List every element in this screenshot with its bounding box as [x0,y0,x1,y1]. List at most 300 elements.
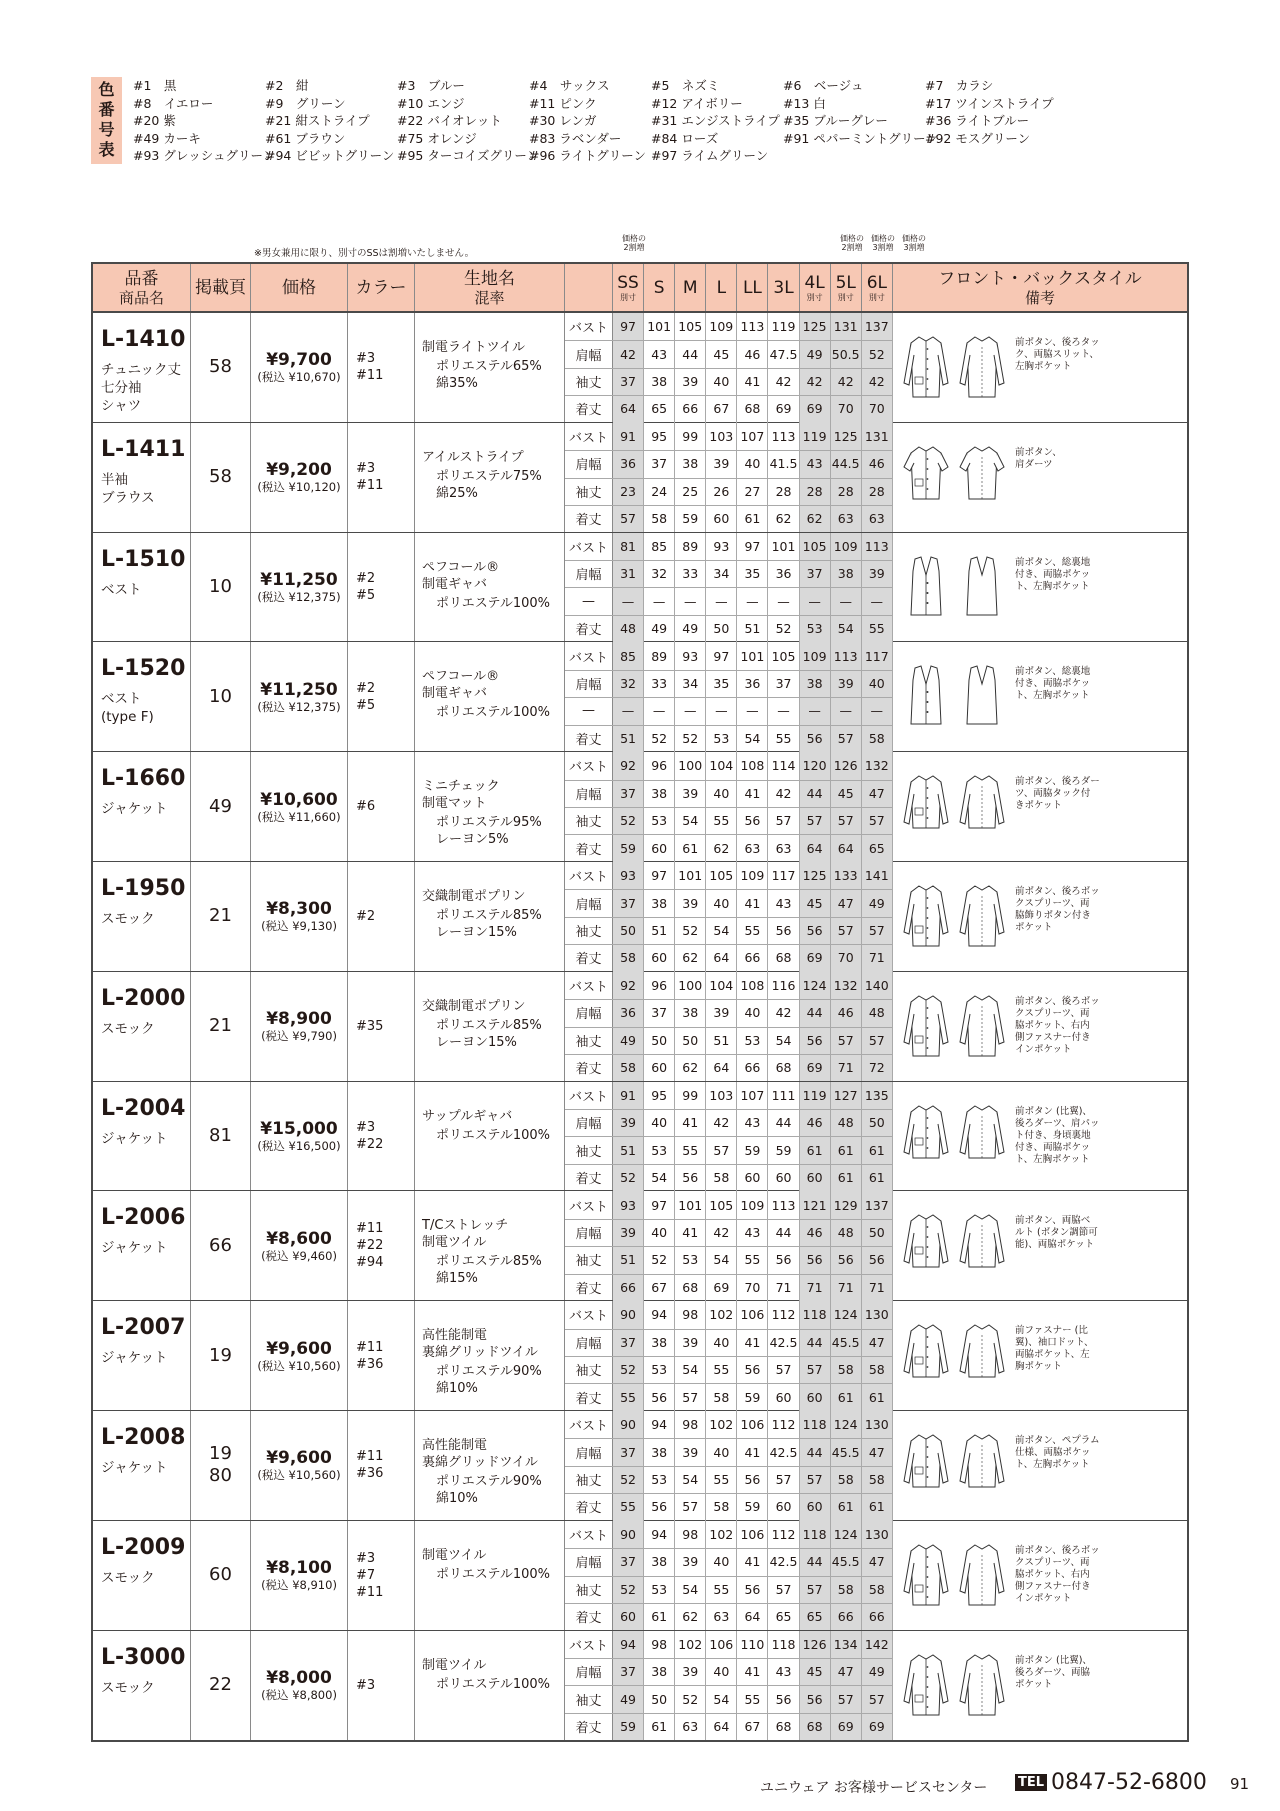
price-tax-included: (税込 ¥12,375) [257,589,341,604]
smock-back-icon [959,1651,1005,1717]
legend-entry: #8 イエロー [133,95,214,111]
size-value: 23 [613,478,644,505]
product-code: L-1411 [101,436,186,462]
style-remarks: 前ボタン、後ろボッ クスプリーツ、両 脇飾りボタン付き ポケット [1015,885,1100,933]
size-value: 105 [768,642,799,669]
size-value: 58 [831,1356,862,1383]
vest-back-icon [959,662,1005,728]
size-value: 37 [613,780,644,807]
size-value: 95 [644,423,675,450]
measure-label: 肩幅 [575,1336,602,1352]
size-row [613,944,893,971]
size-value: 48 [613,615,644,642]
price-tax-included: (税込 ¥16,500) [257,1138,341,1153]
size-value: 126 [831,752,862,779]
size-value: 62 [675,1603,706,1630]
measure-label: 袖丈 [575,1364,602,1380]
size-value: 46 [800,1219,831,1246]
size-value: 55 [768,725,799,752]
product-name: ベスト [101,581,142,598]
product-code-cell [93,642,191,751]
product-code: L-2008 [101,1424,186,1450]
measure-label: 肩幅 [575,1117,602,1133]
size-value: 43 [644,340,675,367]
measure-label: 着丈 [575,1281,602,1297]
legend-entry: #10 エンジ [397,95,465,111]
size-row [613,560,893,587]
color-codes: #11 #36 [348,1301,415,1410]
fabric-cell [415,1301,565,1410]
size-value: 69 [862,1713,893,1740]
fabric-cell [415,533,565,642]
price: ¥10,600 [260,789,338,810]
size-value: — [644,587,675,614]
price: ¥11,250 [260,569,338,590]
size-value: 64 [706,944,737,971]
size-value: 54 [737,725,768,752]
size-value: 61 [737,505,768,532]
size-value: 42 [706,1109,737,1136]
product-row [93,752,1187,862]
measure-label: — [582,593,595,609]
size-value: 52 [613,807,644,834]
style-remarks: 前ボタン、両脇ベ ルト (ボタン調節可 能)、両脇ポケット [1015,1215,1098,1251]
size-value: 46 [862,450,893,477]
4l-surcharge-note: 価格の 2割増 [840,234,864,252]
size-value: 70 [831,395,862,422]
size-value: 125 [831,423,862,450]
product-code: L-2006 [101,1205,186,1231]
size-row [613,313,893,340]
size-row [613,1521,893,1548]
product-name: ジャケット [101,1240,168,1257]
size-value: 131 [862,423,893,450]
size-value: 58 [862,1576,893,1603]
catalog-page: 19 [191,1301,251,1410]
size-value: 44 [768,1109,799,1136]
size-value: 103 [706,423,737,450]
measure-label: 肩幅 [575,1666,602,1682]
size-value: 68 [737,395,768,422]
product-name: スモック [101,910,155,927]
size-value: 68 [675,1274,706,1301]
size-value: 41 [737,1548,768,1575]
size-value: 54 [706,1685,737,1712]
product-table [91,262,1189,1742]
size-value: 53 [644,807,675,834]
product-code: L-2009 [101,1534,186,1560]
size-row [613,1685,893,1712]
size-value: 40 [737,999,768,1026]
size-value: 57 [862,1685,893,1712]
size-value: 59 [737,1136,768,1163]
fabric-mix: ポリエステル85% 綿15% [436,1254,542,1287]
product-row [93,1082,1187,1192]
header-size-3l [769,264,800,311]
size-value: 101 [644,313,675,340]
measure-label: バスト [568,760,608,776]
size-value: 68 [800,1713,831,1740]
size-value: 47 [862,1548,893,1575]
size-row [613,1576,893,1603]
header-size-s [644,264,675,311]
size-value: 56 [800,725,831,752]
price-cell [251,1521,348,1630]
size-value: 50 [644,1685,675,1712]
size-value: 39 [675,780,706,807]
legend-entry: #22 バイオレット [397,113,502,128]
product-name: ジャケット [101,1130,168,1147]
size-row [613,450,893,477]
size-value: 44 [800,780,831,807]
row-divider [565,917,893,918]
size-value: 66 [737,1054,768,1081]
header-style-label: フロント・バックスタイル [938,268,1142,289]
table-body [93,313,1187,1740]
product-code: L-1410 [101,327,186,352]
size-value: 55 [675,1136,706,1163]
size-value: 45.5 [831,1548,862,1575]
row-divider [565,1548,893,1549]
size-value: 101 [737,642,768,669]
size-value: 107 [737,423,768,450]
size-value: 89 [644,642,675,669]
legend-entry: #95 ターコイズグリーン [397,148,540,163]
color-codes: #3 [348,1631,415,1741]
product-code-cell [93,1521,191,1630]
color-codes: #35 [348,972,415,1081]
measure-label: 着丈 [575,1062,602,1078]
phone [1015,1770,1207,1795]
size-value: 45.5 [831,1438,862,1465]
catalog-page: 10 [191,642,251,751]
size-value: 53 [644,1466,675,1493]
size-value: 44 [800,999,831,1026]
size-value: 70 [862,395,893,422]
jacket-back-icon [959,1431,1005,1497]
size-value: 35 [706,670,737,697]
row-divider [565,450,893,451]
size-value: 109 [737,862,768,889]
header-color [348,264,415,311]
size-value: 58 [706,1383,737,1410]
measure-label: 着丈 [575,1501,602,1517]
size-value: 99 [675,423,706,450]
size-value: 41 [737,889,768,916]
size-value: 70 [831,944,862,971]
product-code: L-2000 [101,985,186,1011]
size-value: 42 [768,999,799,1026]
product-row [93,1411,1187,1521]
row-divider [565,1136,893,1137]
size-value: 52 [613,1466,644,1493]
size-value: 91 [613,423,644,450]
size-row [613,862,893,889]
size-value: 113 [768,1191,799,1218]
row-divider [565,697,893,698]
size-value: 38 [644,780,675,807]
style-remarks: 前ボタン、後ろタッ ク、両脇スリット、 左胸ポケット [1015,337,1100,372]
size-row [613,1466,893,1493]
size-value: 46 [831,999,862,1026]
header-remarks-label: 備考 [1024,288,1055,307]
size-value: 69 [800,1054,831,1081]
size-value: 109 [737,1191,768,1218]
size-value: 41 [737,1329,768,1356]
legend-entry: #36 ライトブルー [925,113,1030,128]
size-value: 57 [706,1136,737,1163]
size-value: 113 [831,642,862,669]
size-value: 38 [644,368,675,395]
size-row [613,972,893,999]
size-value: 69 [831,1713,862,1740]
size-value: 34 [706,560,737,587]
size-value: 41 [675,1109,706,1136]
size-row [613,1027,893,1054]
size-row [613,697,893,724]
size-value: 56 [831,1246,862,1273]
style-cell [893,313,1187,422]
size-value: 101 [768,533,799,560]
size-value: 113 [737,313,768,340]
size-label: SS [617,273,639,293]
phone-number[interactable]: 0847-52-6800 [1051,1770,1207,1795]
size-value: 106 [737,1301,768,1328]
measure-label: 肩幅 [575,458,602,474]
price: ¥9,600 [266,1448,332,1469]
measure-label: バスト [568,321,608,337]
size-row [613,834,893,861]
size-value: 50 [644,1027,675,1054]
size-value: 64 [706,1713,737,1740]
size-row [613,1713,893,1740]
catalog-page: 10 [191,533,251,642]
style-remarks: 前ボタン、総裏地 付き、両脇ポケッ ト、左胸ポケット [1015,556,1091,592]
size-value: 116 [768,972,799,999]
price: ¥8,600 [266,1228,332,1249]
product-name: ジャケット [101,1350,168,1367]
size-row [613,395,893,422]
size-value: 40 [706,1438,737,1465]
size-value: 54 [706,917,737,944]
size-value: 119 [800,423,831,450]
size-value: 105 [706,862,737,889]
size-value: 57 [862,807,893,834]
size-value: 52 [613,1164,644,1191]
price: ¥11,250 [260,679,338,700]
row-divider [565,670,893,671]
size-value: 43 [800,450,831,477]
size-value: 66 [675,395,706,422]
price-cell [251,423,348,532]
style-cell [893,1411,1187,1520]
size-value: 94 [613,1631,644,1658]
size-value: 40 [706,889,737,916]
size-value: 43 [768,1658,799,1685]
header-size-6l [862,264,893,311]
size-value: 51 [613,1246,644,1273]
size-value: 42 [862,368,893,395]
row-divider [565,1356,893,1357]
jacket-back-icon [959,1102,1005,1168]
color-codes: #3 #22 [348,1082,415,1191]
size-value: 96 [644,972,675,999]
size-value: 40 [644,1109,675,1136]
size-value: 61 [644,1603,675,1630]
size-label: M [682,277,698,298]
legend-column [651,77,780,165]
legend-entry: #2 紺 [265,78,309,93]
price-cell [251,642,348,751]
size-value: 57 [613,505,644,532]
smock-back-icon [959,1541,1005,1607]
legend-entry: #13 白 [783,95,826,111]
size-label: L [716,277,727,298]
measure-label: バスト [568,1419,608,1435]
size-value: 50 [862,1109,893,1136]
product-row [93,1631,1187,1741]
measure-label: 着丈 [575,622,602,638]
size-value: 113 [768,423,799,450]
size-value: 46 [800,1109,831,1136]
size-row [613,725,893,752]
jacket-front-icon [903,1102,949,1168]
size-value: 94 [644,1301,675,1328]
size-value: 41 [737,780,768,807]
size-value: 52 [862,340,893,367]
price: ¥9,600 [266,1338,332,1359]
measure-label: 肩幅 [575,1226,602,1242]
size-value: 54 [768,1027,799,1054]
size-value: 44 [800,1438,831,1465]
size-value: 121 [800,1191,831,1218]
smock-back-icon [959,992,1005,1058]
color-codes: #2 [348,862,415,971]
size-value: 37 [613,1438,644,1465]
size-value: 71 [831,1274,862,1301]
size-value: 39 [675,1329,706,1356]
size-value: 37 [613,889,644,916]
size-value: 41.5 [768,450,799,477]
style-remarks: 前ボタン、後ろボッ クスプリーツ、両 脇ポケット、右内 側ファスナー付き インポケット [1015,995,1100,1055]
size-value: 45 [831,780,862,807]
price-cell [251,313,348,422]
legend-entry: #17 ツインストライプ [925,95,1054,111]
row-divider [565,1713,893,1714]
size-value: 57 [768,807,799,834]
jacket-back-icon [959,1211,1005,1277]
row-divider [565,478,893,479]
size-value: 124 [800,972,831,999]
size-row [613,1191,893,1218]
size-row [613,423,893,450]
size-value: 42 [613,340,644,367]
legend-entry: #84 ローズ [651,130,719,146]
size-value: 41 [737,1658,768,1685]
fabric-name: 高性能制電 裏綿グリッドツイル [422,1437,538,1470]
size-value: 56 [737,807,768,834]
size-value: 37 [613,1548,644,1575]
size-value: 44 [675,340,706,367]
size-row [613,1246,893,1273]
size-value: 69 [768,395,799,422]
product-name: スモック [101,1020,155,1037]
size-value: 37 [613,1329,644,1356]
size-value: 40 [706,368,737,395]
product-row [93,423,1187,533]
size-value: 39 [613,1219,644,1246]
legend-entry: #61 ブラウン [265,130,346,146]
header-size-ss [613,264,644,311]
price-cell [251,752,348,861]
product-code: L-1510 [101,546,186,572]
size-value: 53 [706,725,737,752]
size-value: 40 [706,1548,737,1575]
size-value: 37 [768,670,799,697]
size-label: 3L [773,277,794,298]
size-value: 55 [737,1685,768,1712]
style-cell [893,423,1187,532]
size-value: 65 [768,1603,799,1630]
legend-entry: #9 グリーン [265,95,346,111]
size-special-label: 別寸 [620,293,637,302]
size-value: 61 [675,834,706,861]
size-value: 101 [675,1191,706,1218]
size-value: 71 [831,1054,862,1081]
row-divider [565,1685,893,1686]
size-value: 119 [768,313,799,340]
fabric-name: 制電ツイル [422,1547,487,1563]
header-code-label: 品番 [124,268,159,289]
size-value: 56 [800,917,831,944]
size-value: 104 [706,972,737,999]
size-value: — [768,587,799,614]
measure-label: 袖丈 [575,375,602,391]
size-value: 99 [675,1082,706,1109]
size-value: 93 [613,862,644,889]
jacket-back-icon [959,772,1005,838]
size-value: 57 [800,1466,831,1493]
size-value: 142 [862,1631,893,1658]
size-value: 52 [613,1356,644,1383]
size-value: 32 [644,560,675,587]
size-value: 58 [831,1466,862,1493]
size-value: — [862,697,893,724]
size-row [613,999,893,1026]
size-value: 106 [737,1521,768,1548]
fabric-cell [415,752,565,861]
size-value: 40 [862,670,893,697]
size-value: 39 [675,1438,706,1465]
size-value: 58 [862,1356,893,1383]
fabric-mix: ポリエステル65% 綿35% [436,359,542,391]
size-value: 72 [862,1054,893,1081]
fabric-name: ペフコール® 制電ギャバ [422,669,500,702]
size-value: 98 [675,1301,706,1328]
row-divider [565,1219,893,1220]
size-value: 133 [831,862,862,889]
size-value: 57 [800,1576,831,1603]
header-page [191,264,251,311]
size-value: 40 [706,780,737,807]
size-value: 24 [644,478,675,505]
header-code [93,264,191,311]
fabric-cell [415,1411,565,1520]
size-value: — [613,697,644,724]
measure-label: 袖丈 [575,924,602,940]
size-value: 37 [613,368,644,395]
size-value: 53 [644,1136,675,1163]
